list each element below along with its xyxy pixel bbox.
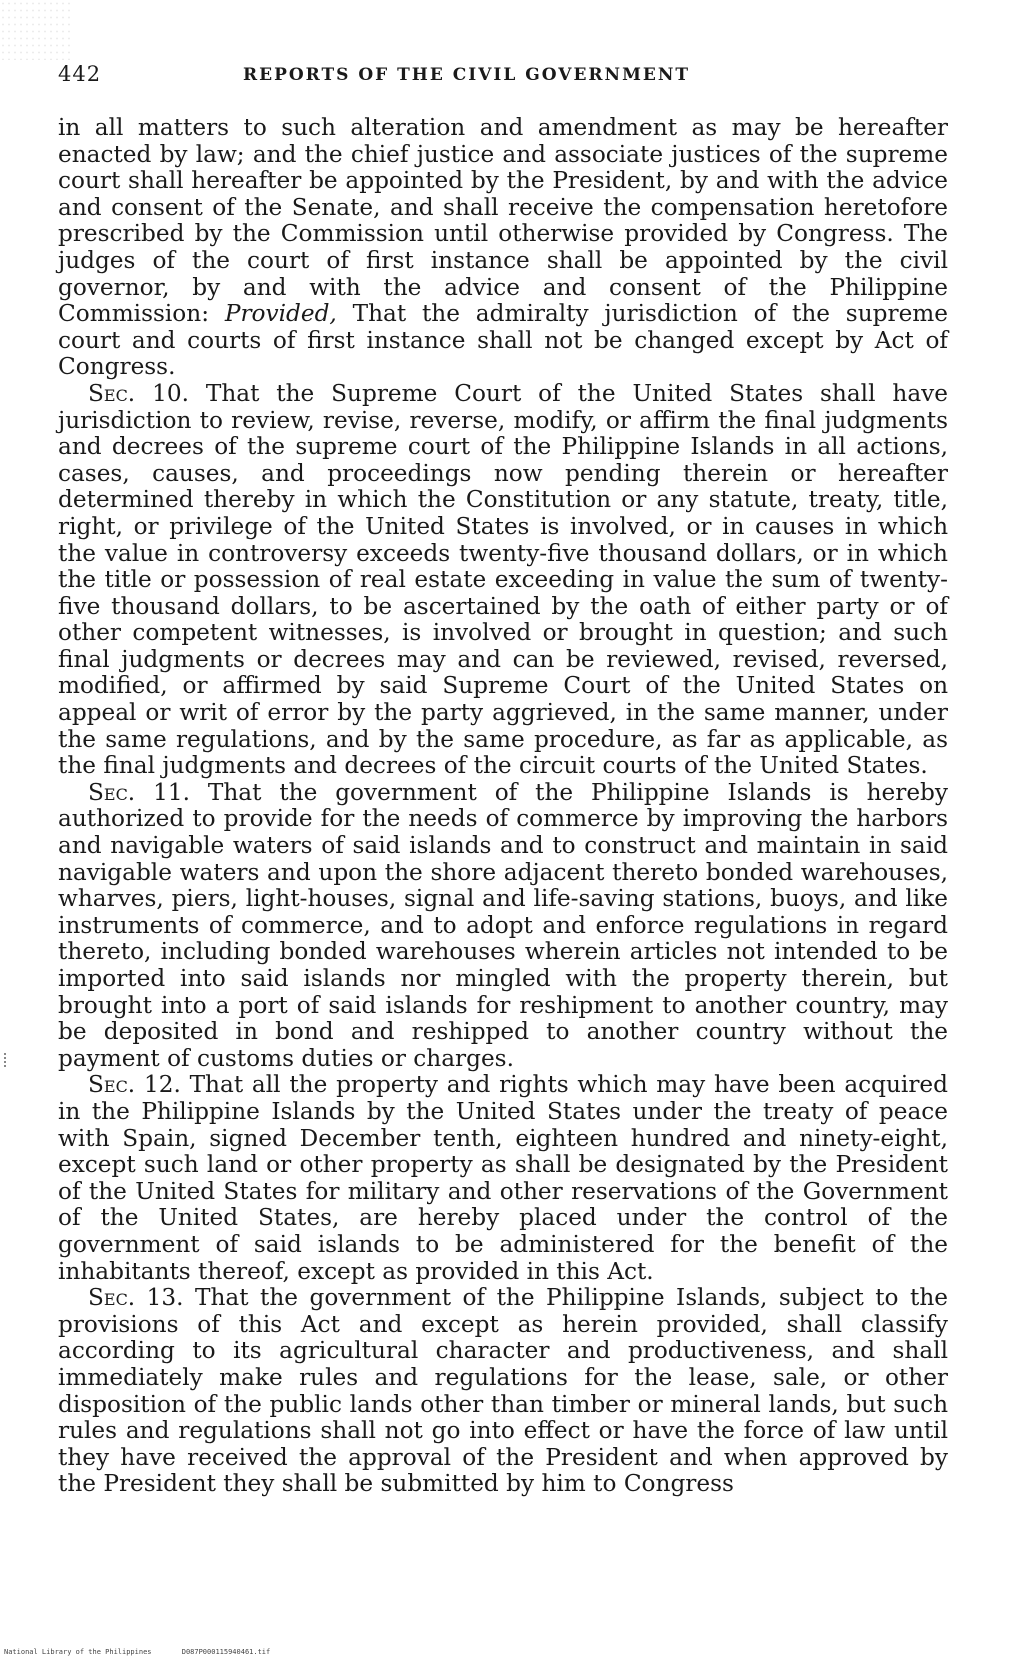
scan-noise — [0, 0, 70, 60]
section-label: Sec. 11. — [88, 778, 190, 806]
italic-provided: Provided, — [224, 300, 337, 328]
paragraph-text: That the Supreme Court of the United States shall have jurisdiction to review, revise, reverse, modify, or affirm the final judgments and decrees of the supreme court of the Philippine Islands in all actions, cases, causes, and proceedings now pending therein or hereafter determined thereby in which the Constitution or any statute, treaty, title, right, or privilege of the United States is involved, or in causes in which the value in controversy exceeds twenty-five thousand dollars, or in which the title or possession of real estate exceeding in value the sum of twenty-five thousand dollars, to be ascertained by the oath of either party or of other competent witnesses, is involved or brought in question; and such final judgments or decrees may and can be reviewed, revised, reversed, modified, or affirmed by said Supreme Court of the United States on appeal or writ of error by the party aggrieved, in the same manner, under the same regulations, and by the same procedure, as far as applicable, as the final judgments and decrees of the circuit courts of the United States. — [58, 379, 948, 780]
page-number: 442 — [58, 62, 102, 86]
paragraph-sec-10 — [58, 381, 948, 780]
paragraph-sec-13 — [58, 1285, 948, 1498]
paragraph-sec-11 — [58, 780, 948, 1073]
scan-footer — [4, 1648, 296, 1656]
paragraph-text: That the government of the Philippine Islands, subject to the provisions of this Act and except as herein provided, shall classify according to its agricultural character and productiveness, and shall immediately make rules and regulations for the lease, sale, or other disposition of the public lands other than timber or mineral lands, but such rules and regulations shall not go into effect or have the force of law until they have received the approval of the President and when approved by the President they shall be submitted by him to Congress — [58, 1284, 948, 1498]
body-text — [58, 115, 948, 1498]
section-label: Sec. 12. — [88, 1071, 181, 1099]
paragraph-text: That the government of the Philippine Islands is hereby authorized to provide for the needs of commerce by improving the harbors and navigable waters of said islands and to construct and maintain in said navigable waters and upon the shore adjacent thereto bonded warehouses, wharves, piers, light-houses, signal and life-saving stations, buoys, and like instruments of commerce, and to adopt and enforce regulations in regard thereto, including bonded warehouses wherein articles not intended to be imported into said islands nor mingled with the property therein, but brought into a port of said islands for reshipment to another country, may be deposited in bond and reshipped to another country without the payment of customs duties or charges. — [58, 778, 948, 1072]
paragraph-text-after: That the admiralty jurisdiction of the supreme court and courts of first instance shall not be changed except by Act of Congress. — [58, 300, 948, 381]
section-label: Sec. 13. — [88, 1284, 184, 1312]
running-head — [58, 62, 953, 88]
header-title: REPORTS OF THE CIVIL GOVERNMENT — [243, 65, 691, 85]
paragraph-text: That all the property and rights which may have been acquired in the Philippine Islands by the United States under the treaty of peace with Spain, signed December tenth, eighteen hundred and ninety-eight, except such land or other property as shall be designated by the President of the United States for military and other reservations of the Government of the United States, are hereby placed under the control of the government of said islands to be administered for the benefit of the inhabitants thereof, except as provided in this Act. — [58, 1071, 948, 1285]
paragraph-text: in all matters to such alteration and amendment as may be hereafter enacted by law; and the chief justice and associate justices of the supreme court shall hereafter be appointed by the President, by and with the advice and consent of the Senate, and shall receive the compensation heretofore prescribed by the Commission until otherwise provided by Congress. The judges of the court of first instance shall be appointed by the civil governor, by and with the advice and consent of the Philippine Commission: — [58, 114, 948, 328]
scan-speck — [4, 1053, 9, 1067]
footer-file-id: D087P000115940461.tif — [181, 1648, 271, 1656]
footer-library: National Library of the Philippines — [4, 1648, 152, 1656]
section-label: Sec. 10. — [88, 379, 189, 407]
paragraph-continuation — [58, 115, 948, 381]
paragraph-sec-12 — [58, 1072, 948, 1285]
